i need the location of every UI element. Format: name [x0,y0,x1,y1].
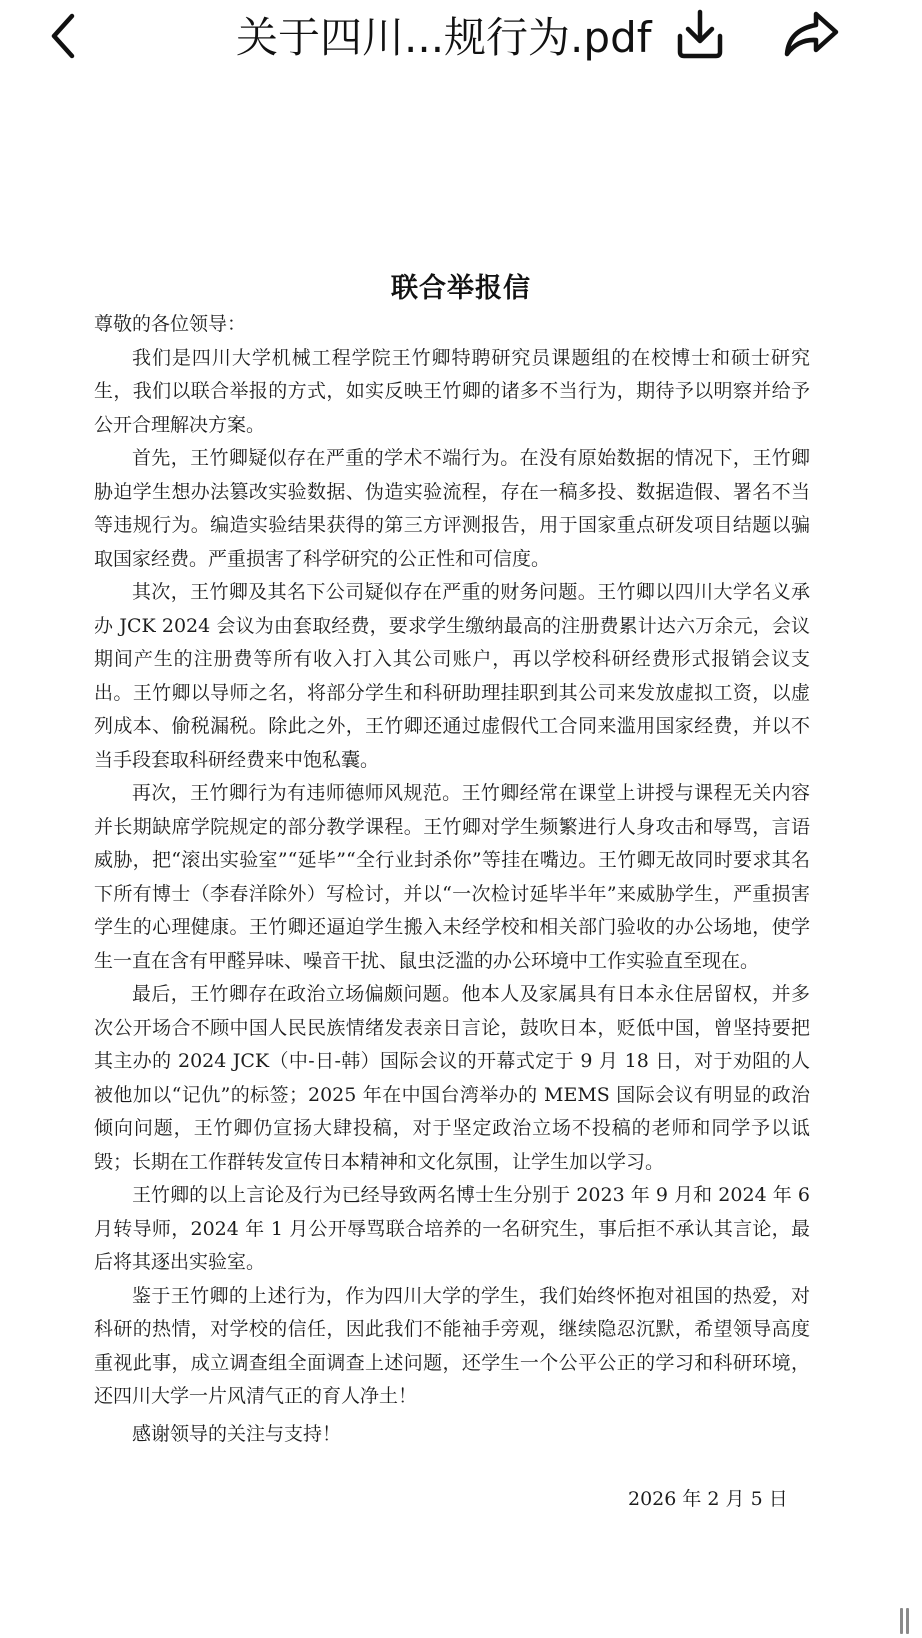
letter-body [94,308,810,1451]
paragraph-academic-misconduct: 首先，王竹卿疑似存在严重的学术不端行为。在没有原始数据的情况下，王竹卿胁迫学生想办法篡改实验数据、伪造实验流程，存在一稿多投、数据造假、署名不当等违规行为。编造实验结果获得的第三方评测报告，用于国家重点研发项目结题以骗取国家经费。严重损害了科学研究的公正性和可信度。 [94,447,810,570]
back-button[interactable] [40,10,88,62]
share-button[interactable] [780,6,842,62]
pdf-page [0,80,922,1638]
letter-date: 2026 年 2 月 5 日 [628,1488,788,1510]
chevron-left-icon [40,10,88,62]
document-title: 关于四川...规行为.pdf [236,13,652,62]
share-arrow-icon [780,6,842,62]
paragraph-intro: 我们是四川大学机械工程学院王竹卿特聘研究员课题组的在校博士和硕士研究生，我们以联合举报的方式，如实反映王竹卿的诸多不当行为，期待予以明察并给予公开合理解决方案。 [94,346,810,436]
paragraph-political-stance: 最后，王竹卿存在政治立场偏颇问题。他本人及家属具有日本永住居留权，并多次公开场合不顾中国人民民族情绪发表亲日言论，鼓吹日本，贬低中国，曾坚持要把其主办的 2024 JCK（中-日-韩）国际会议的开幕式定于 9 月 18 日，对于劝阻的人被他加以“记仇”的标签；2025 年在中国台湾举办的 MEMS 国际会议有明显的政治倾向问题，王竹卿仍宣扬大肆投稿，对于坚定政治立场不投稿的老师和同学予以诋毁；长期在工作群转发宣传日本精神和文化氛围，让学生加以学习。 [94,983,810,1173]
top-bar [0,0,922,80]
scroll-handle[interactable] [900,1608,914,1634]
letter-title: 联合举报信 [391,273,531,304]
closing-thanks: 感谢领导的关注与支持！ [132,1422,342,1445]
download-button[interactable] [674,6,726,62]
salutation: 尊敬的各位领导： [94,313,247,335]
paragraph-financial-issues: 其次，王竹卿及其名下公司疑似存在严重的财务问题。王竹卿以四川大学名义承办 JCK 2024 会议为由套取经费，要求学生缴纳最高的注册费累计达六万余元，会议期间产生的注册费等所有收入打入其公司账户，再以学校科研经费形式报销会议支出。王竹卿以导师之名，将部分学生和科研助理挂职到其公司来发放虚拟工资，以虚列成本、偷税漏税。除此之外，王竹卿还通过虚假代工合同来滥用国家经费，并以不当手段套取科研经费来中饱私囊。 [94,581,810,771]
paragraph-appeal: 鉴于王竹卿的上述行为，作为四川大学的学生，我们始终怀抱对祖国的热爱，对科研的热情，对学校的信任，因此我们不能袖手旁观，继续隐忍沉默，希望领导高度重视此事，成立调查组全面调查上述问题，还学生一个公平公正的学习和科研环境，还四川大学一片风清气正的育人净土！ [94,1284,810,1407]
paragraph-ethics-violations: 再次，王竹卿行为有违师德师风规范。王竹卿经常在课堂上讲授与课程无关内容并长期缺席学院规定的部分教学课程。王竹卿对学生频繁进行人身攻击和辱骂，言语威胁，把“滚出实验室”“延毕”“全行业封杀你”等挂在嘴边。王竹卿无故同时要求其名下所有博士（李春洋除外）写检讨，并以“一次检讨延毕半年”来威胁学生，严重损害学生的心理健康。王竹卿还逼迫学生搬入未经学校和相关部门验收的办公场地，使学生一直在含有甲醛异味、噪音干扰、鼠虫泛滥的办公环境中工作实验直至现在。 [94,782,810,972]
paragraph-consequences: 王竹卿的以上言论及行为已经导致两名博士生分别于 2023 年 9 月和 2024 年 6 月转导师，2024 年 1 月公开辱骂联合培养的一名研究生，事后拒不承认其言论，最后将其逐出实验室。 [94,1184,810,1273]
download-icon [674,6,726,62]
